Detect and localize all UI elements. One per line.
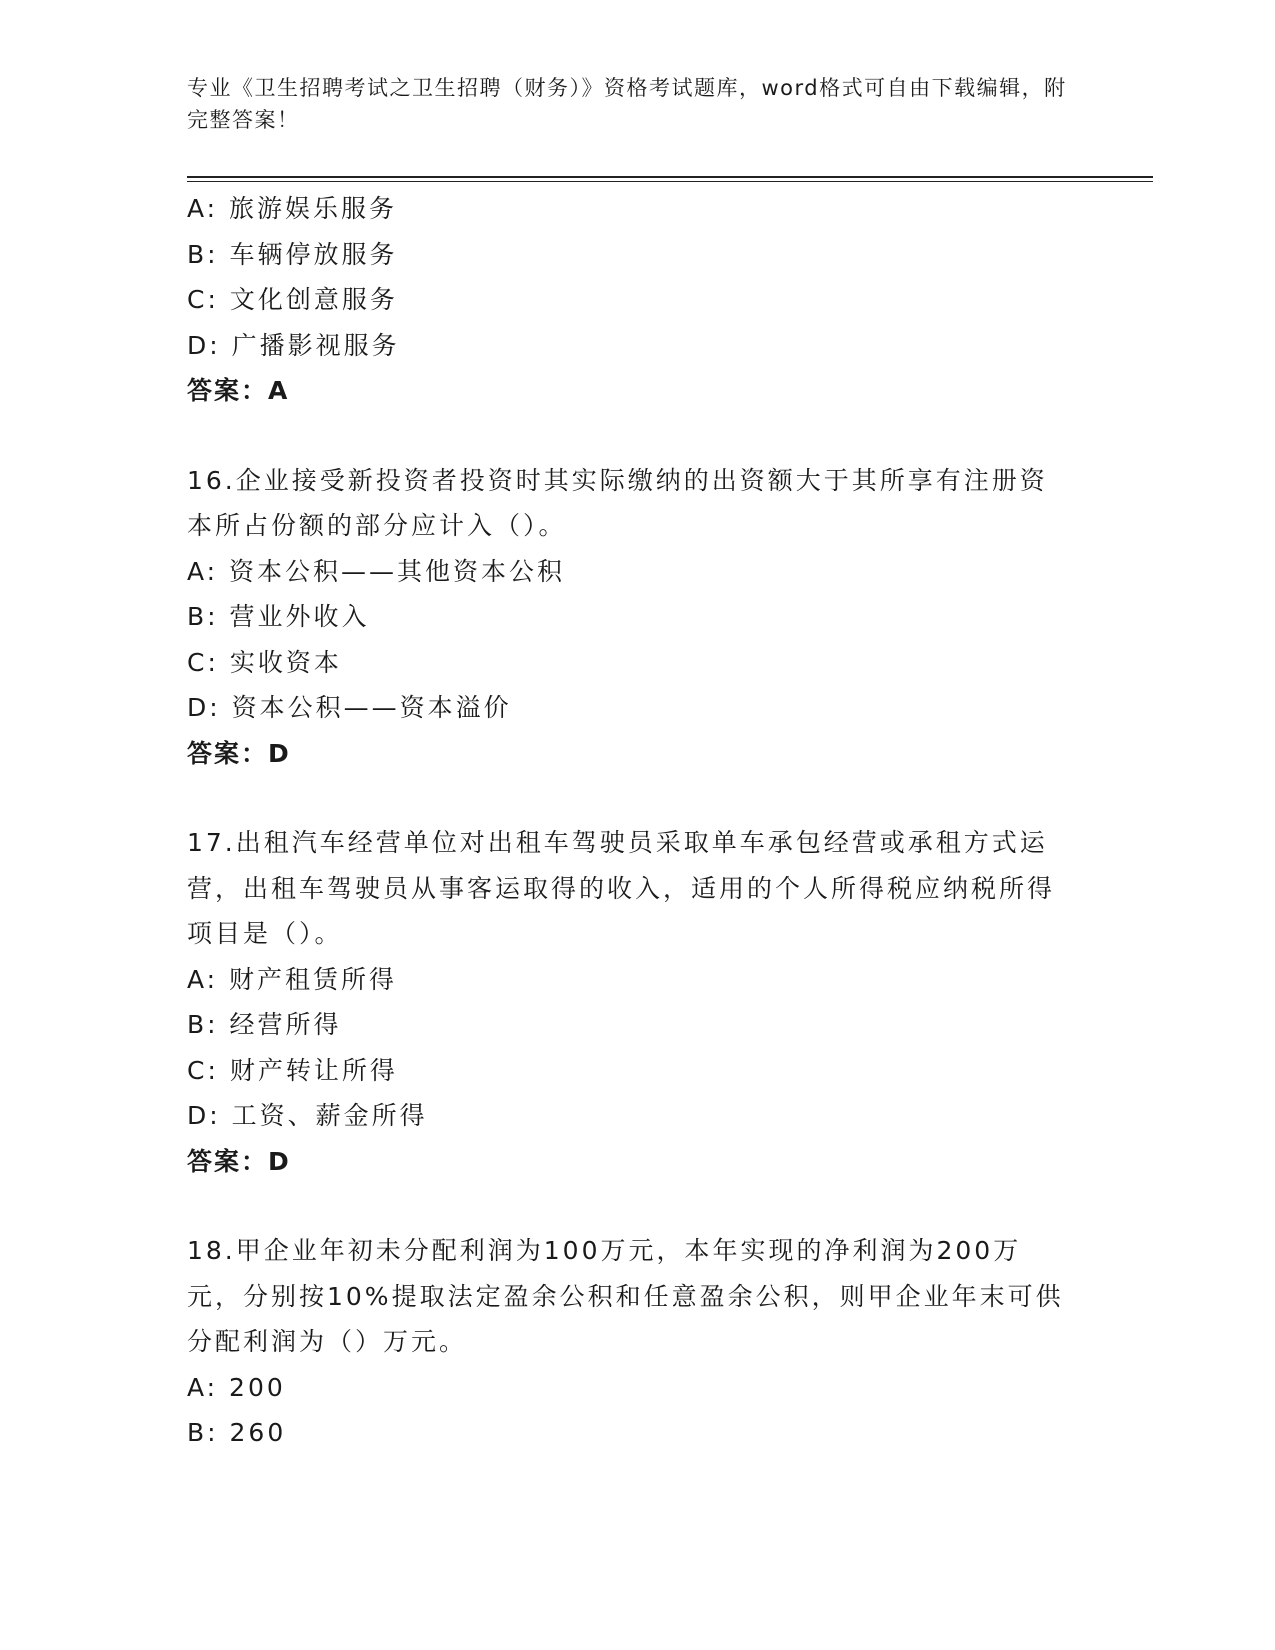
answer-line: 答案：A: [187, 376, 290, 405]
answer-line: 答案：D: [187, 1146, 291, 1176]
question-list: [187, 186, 1087, 1456]
question-text: 18.甲企业年初未分配利润为100万元，本年实现的净利润为200万元，分别按10%提取法定盈余公积和任意盈余公积，则甲企业年末可供分配利润为（）万元。: [187, 1236, 1064, 1356]
document-header: 专业《卫生招聘考试之卫生招聘（财务）》资格考试题库，word格式可自由下载编辑，附完整答案！: [187, 76, 1067, 132]
question-block-16: [187, 458, 1087, 777]
option-d: D: 工资、薪金所得: [187, 1101, 428, 1130]
option-c: C: 实收资本: [187, 647, 342, 677]
option-b: B: 260: [187, 1418, 287, 1447]
option-b: B: 经营所得: [187, 1010, 342, 1039]
option-a: A: 200: [187, 1372, 286, 1402]
option-c: C: 财产转让所得: [187, 1055, 398, 1085]
question-text: 17.出租汽车经营单位对出租车驾驶员采取单车承包经营或承租方式运营，出租车驾驶员从事客运取得的收入，适用的个人所得税应纳税所得项目是（）。: [187, 828, 1056, 948]
question-text: 16.企业接受新投资者投资时其实际缴纳的出资额大于其所享有注册资本所占份额的部分应计入（）。: [187, 465, 1048, 540]
option-d: D: 资本公积——资本溢价: [187, 693, 512, 722]
option-d: D: 广播影视服务: [187, 330, 400, 360]
option-b: B: 车辆停放服务: [187, 239, 398, 269]
option-a: A: 财产租赁所得: [187, 964, 398, 994]
option-b: B: 营业外收入: [187, 602, 370, 631]
answer-line: 答案：D: [187, 738, 291, 768]
question-block-18: [187, 1228, 1087, 1456]
option-a: A: 旅游娱乐服务: [187, 194, 398, 223]
option-c: C: 文化创意服务: [187, 285, 398, 314]
question-block-17: [187, 820, 1087, 1184]
question-block-15: [187, 186, 1087, 414]
option-a: A: 资本公积——其他资本公积: [187, 556, 566, 586]
header-rule-thick: [187, 176, 1153, 178]
header-rule-thin: [187, 181, 1153, 182]
